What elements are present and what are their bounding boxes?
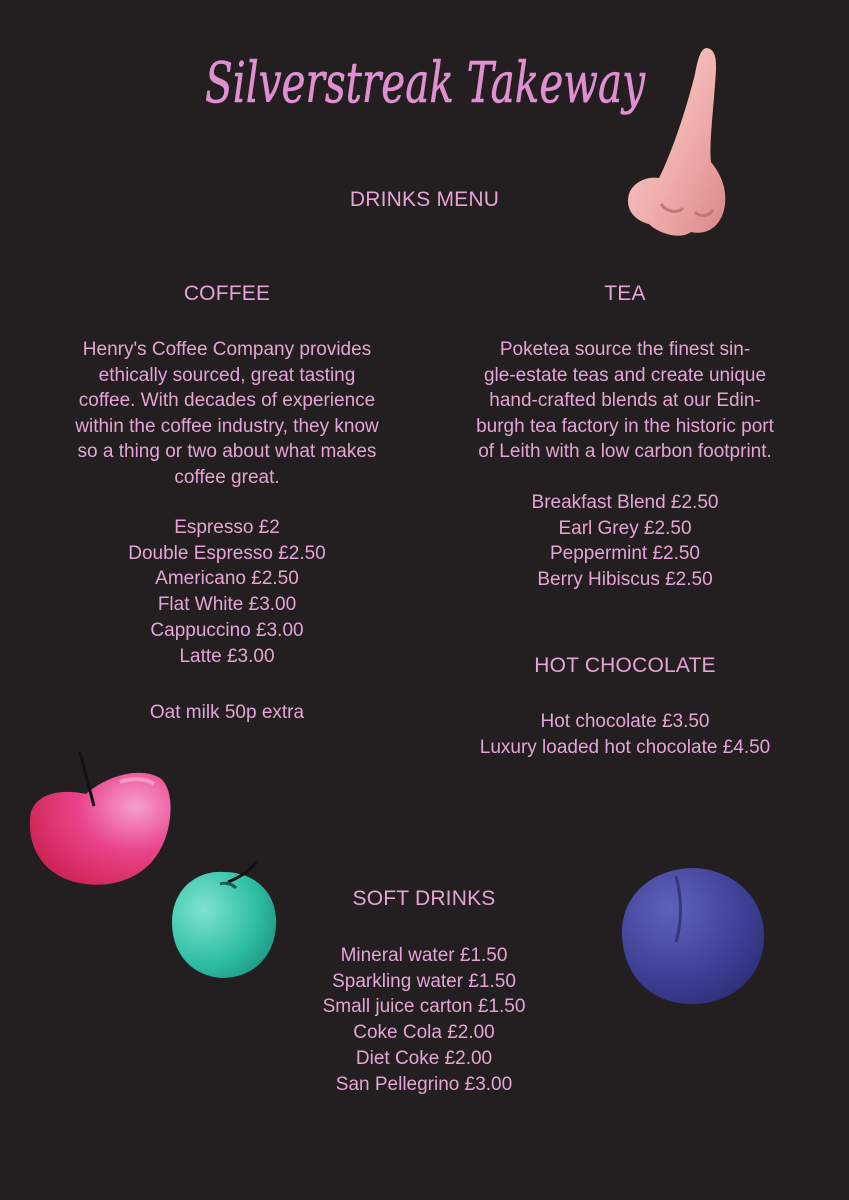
red-apple-illustration bbox=[20, 750, 175, 890]
tea-heading: TEA bbox=[604, 282, 646, 305]
description-line: of Leith with a low carbon footprint. bbox=[478, 441, 772, 463]
description-line: gle-estate teas and create unique bbox=[483, 364, 767, 386]
menu-item: Luxury loaded hot chocolate £4.50 bbox=[479, 736, 771, 758]
menu-item: Breakfast Blend £2.50 bbox=[531, 492, 719, 513]
menu-item: Flat White £3.00 bbox=[157, 594, 297, 616]
menu-item: Cappuccino £3.00 bbox=[150, 619, 304, 641]
coffee-description bbox=[27, 337, 427, 491]
menu-item: Berry Hibiscus £2.50 bbox=[537, 569, 713, 591]
menu-item: Earl Grey £2.50 bbox=[558, 517, 692, 539]
description-line: Henry's Coffee Company provides bbox=[82, 339, 372, 360]
tea-items bbox=[425, 490, 825, 593]
soft-drinks-items bbox=[224, 943, 624, 1097]
menu-item: Small juice carton £1.50 bbox=[322, 996, 526, 1018]
menu-item: Latte £3.00 bbox=[179, 645, 275, 667]
menu-item: San Pellegrino £3.00 bbox=[335, 1073, 513, 1095]
description-line: within the coffee industry, they know bbox=[75, 415, 379, 437]
coffee-items bbox=[27, 515, 427, 669]
description-line: coffee. With decades of experience bbox=[78, 390, 376, 412]
menu-item: Hot chocolate £3.50 bbox=[540, 711, 710, 732]
menu-item: Peppermint £2.50 bbox=[550, 543, 700, 565]
description-line: ethically sourced, great tasting bbox=[98, 364, 356, 386]
hot-chocolate-heading: HOT CHOCOLATE bbox=[534, 654, 716, 677]
plum-illustration bbox=[616, 862, 768, 1008]
title-text: Silverstreak Takeway bbox=[205, 51, 646, 116]
title-lettering bbox=[190, 30, 660, 140]
description-line: hand-crafted blends at our Edin- bbox=[489, 390, 761, 412]
menu-item: Diet Coke £2.00 bbox=[355, 1047, 493, 1069]
oat-milk-note: Oat milk 50p extra bbox=[149, 702, 305, 723]
menu-item: Coke Cola £2.00 bbox=[353, 1022, 495, 1044]
menu-item: Americano £2.50 bbox=[155, 568, 299, 590]
description-line: so a thing or two about what makes bbox=[77, 441, 377, 463]
menu-item: Double Espresso £2.50 bbox=[128, 542, 326, 564]
tea-description bbox=[425, 337, 825, 465]
menu-item: Mineral water £1.50 bbox=[340, 945, 508, 966]
menu-item: Espresso £2 bbox=[174, 517, 280, 538]
hot-chocolate-items bbox=[425, 709, 825, 760]
description-line: coffee great. bbox=[174, 466, 280, 488]
description-line: burgh tea factory in the historic port bbox=[476, 415, 774, 437]
drinks-menu-heading: DRINKS MENU bbox=[349, 188, 500, 211]
menu-title bbox=[190, 30, 660, 140]
menu-item: Sparkling water £1.50 bbox=[332, 970, 516, 992]
coffee-heading: COFFEE bbox=[183, 282, 271, 305]
soft-drinks-heading: SOFT DRINKS bbox=[352, 887, 496, 910]
description-line: Poketea source the finest sin- bbox=[499, 339, 751, 360]
